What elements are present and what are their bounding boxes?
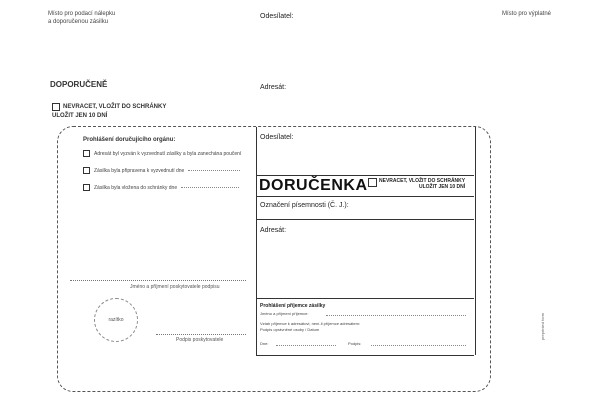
postage-area-label: Místo pro výplatné [502, 11, 552, 17]
sender-label: Odesílatel: [260, 13, 294, 20]
signature-label: Jméno a příjmení poskytovatele podpisu [130, 284, 220, 290]
receipt-return-line2: ULOŽIT JEN 10 DNÍ [419, 184, 466, 190]
option-text-2: Zásilka byla připravena k vyzvednutí dne [94, 167, 185, 174]
receipt-return-option[interactable] [368, 178, 465, 190]
return-checkbox-row[interactable] [52, 103, 166, 111]
receipt-addressee-box[interactable] [256, 220, 474, 299]
receipt-return-text [379, 178, 465, 190]
recipient-declaration-title: Prohlášení příjemce zásilky [260, 303, 326, 309]
store-note: ULOŽIT JEN 10 DNÍ [52, 113, 108, 119]
receipt-return-checkbox[interactable] [368, 178, 377, 187]
receipt-sender-box[interactable] [256, 127, 474, 176]
placement-note-line1: Místo pro podací nálepku [48, 11, 116, 17]
placement-note-line2: a doporučenou zásilku [48, 19, 109, 25]
return-checkbox[interactable] [52, 103, 60, 111]
signature-line [70, 280, 246, 281]
option-checkbox-1[interactable] [83, 150, 90, 157]
declaration-title: Prohlášení doručujícího orgánu: [83, 137, 176, 143]
label-placement-note [48, 10, 158, 26]
registered-label: DOPORUČENĚ [50, 80, 108, 89]
declaration-option-3[interactable] [83, 184, 239, 191]
receipt-sender-label: Odesílatel: [260, 134, 294, 141]
stamp-circle [94, 298, 138, 342]
option-line-3 [181, 187, 239, 188]
receipt-title: DORUČENKA [259, 177, 368, 194]
reference-label: Označení písemnosti (Č. J.): [260, 202, 349, 209]
recipient-name-label: Jméno a příjmení příjemce: [260, 311, 309, 316]
receipt-return-line1: NEVRACET, VLOŽIT DO SCHRÁNKY [379, 178, 466, 184]
return-label: NEVRACET, VLOŽIT DO SCHRÁNKY [63, 103, 167, 110]
option-checkbox-2[interactable] [83, 167, 90, 174]
receipt-addressee-label: Adresát: [260, 227, 287, 234]
recipient-relation-label: Vztah příjemce k adresátovi, není-li příjemce adresátem: [260, 321, 361, 326]
recipient-sign-label: Podpis: [348, 341, 362, 346]
stamp-label: razítko [108, 317, 124, 323]
postal-signature-label: Podpis poskytovatele [176, 337, 224, 343]
option-text-3: Zásilka byla vložena do schránky dne [94, 184, 178, 191]
reference-row[interactable] [256, 197, 474, 220]
postal-signature-line [156, 334, 246, 335]
option-checkbox-3[interactable] [83, 184, 90, 191]
declaration-option-1[interactable] [83, 150, 241, 157]
recipient-name-line[interactable] [326, 315, 466, 316]
recipient-date-line[interactable] [276, 345, 336, 346]
declaration-option-2[interactable] [83, 167, 240, 174]
recipient-signature-label: Podpis oprávněné osoby / Datum [260, 327, 320, 332]
recipient-sign-line[interactable] [371, 345, 466, 346]
receipt-title-row [256, 176, 474, 197]
option-line-2 [188, 170, 240, 171]
side-note: preprinted form [540, 312, 545, 340]
recipient-declaration [256, 299, 474, 356]
recipient-date-label: Dne: [260, 341, 269, 346]
addressee-label: Adresát: [260, 84, 287, 91]
option-text-1: Adresát byl vyzván k vyzvednutí zásilky a byla zanechána poučení [94, 150, 242, 157]
